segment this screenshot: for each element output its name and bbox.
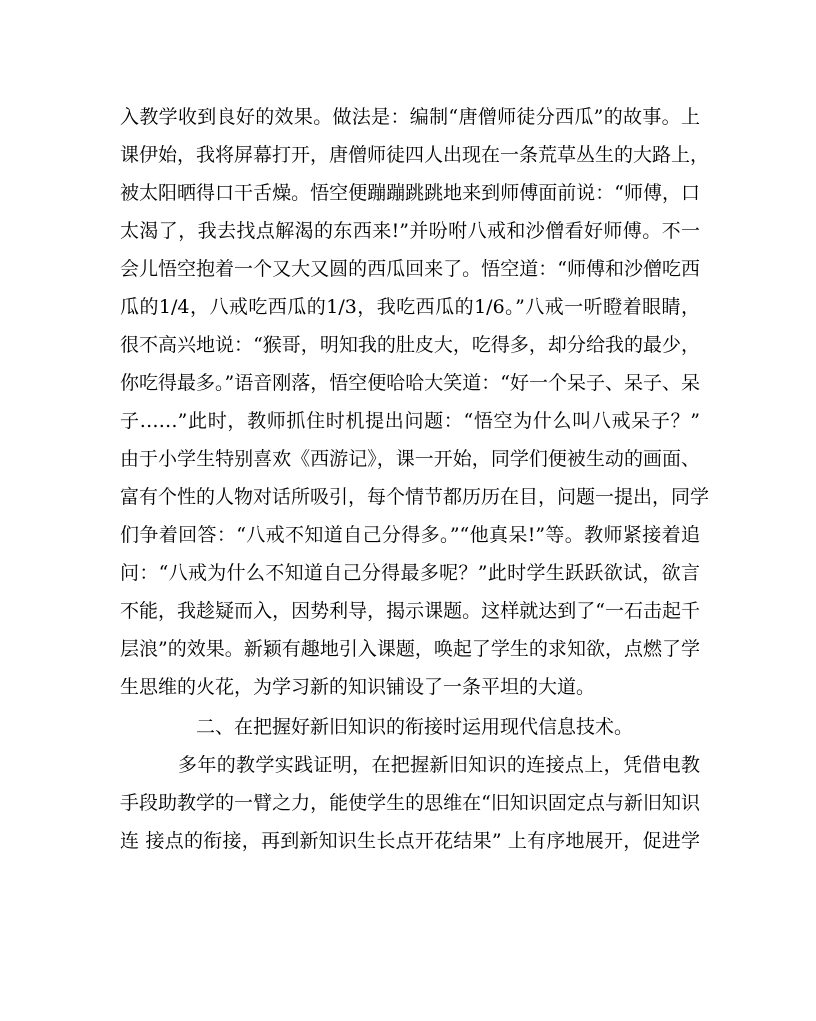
- text-line: 瓜的1/4，八戒吃西瓜的1/3，我吃西瓜的1/6。”八戒一听瞪着眼睛，: [120, 296, 700, 318]
- text-line: 太渴了，我去找点解渴的东西来!”并吩咐八戒和沙僧看好师傅。不一: [120, 220, 700, 242]
- text-line: 富有个性的人物对话所吸引，每个情节都历历在目，问题一提出，同学: [120, 486, 710, 508]
- text-line: 入教学收到良好的效果。做法是：编制“唐僧师徒分西瓜”的故事。上: [120, 106, 700, 128]
- text-line: 手段助教学的一臂之力，能使学生的思维在“旧知识固定点与新旧知识: [120, 792, 700, 814]
- text-line: 由于小学生特别喜欢《西游记》，课一开始，同学们便被生动的画面、: [120, 448, 700, 470]
- text-line: 层浪”的效果。新颖有趣地引入课题，唤起了学生的求知欲，点燃了学: [120, 638, 700, 660]
- text-line: 课伊始，我将屏幕打开，唐僧师徒四人出现在一条荒草丛生的大路上，: [120, 144, 710, 166]
- text-line: 被太阳晒得口干舌燥。悟空便蹦蹦跳跳地来到师傅面前说：“师傅，口: [120, 182, 700, 204]
- document-body: [120, 98, 710, 860]
- text-line: 生思维的火花，为学习新的知识铺设了一条平坦的大道。: [120, 676, 596, 698]
- text-line: 很不高兴地说：“猴哥，明知我的肚皮大，吃得多，却分给我的最少，: [120, 334, 700, 356]
- text-line: 不能，我趁疑而入，因势利导，揭示课题。这样就达到了“一石击起千: [120, 600, 700, 622]
- text-line: 问：“八戒为什么不知道自己分得最多呢？”此时学生跃跃欲试，欲言: [120, 562, 700, 584]
- text-line: 连 接点的衔接，再到新知识生长点开花结果” 上有序地展开，促进学: [120, 830, 700, 852]
- text-line: 会儿悟空抱着一个又大又圆的西瓜回来了。悟空道：“师傅和沙僧吃西: [120, 258, 700, 280]
- text-line: 们争着回答：“八戒不知道自己分得多。”“他真呆!”等。教师紧接着追: [120, 524, 700, 546]
- text-line: 多年的教学实践证明，在把握新旧知识的连接点上，凭借电教: [178, 754, 700, 776]
- section-heading: 二、在把握好新旧知识的衔接时运用现代信息技术。: [196, 716, 634, 738]
- text-line: 你吃得最多。”语音刚落，悟空便哈哈大笑道：“好一个呆子、呆子、呆: [120, 372, 700, 394]
- text-line: 子……”此时，教师抓住时机提出问题：“悟空为什么叫八戒呆子？”: [120, 410, 700, 432]
